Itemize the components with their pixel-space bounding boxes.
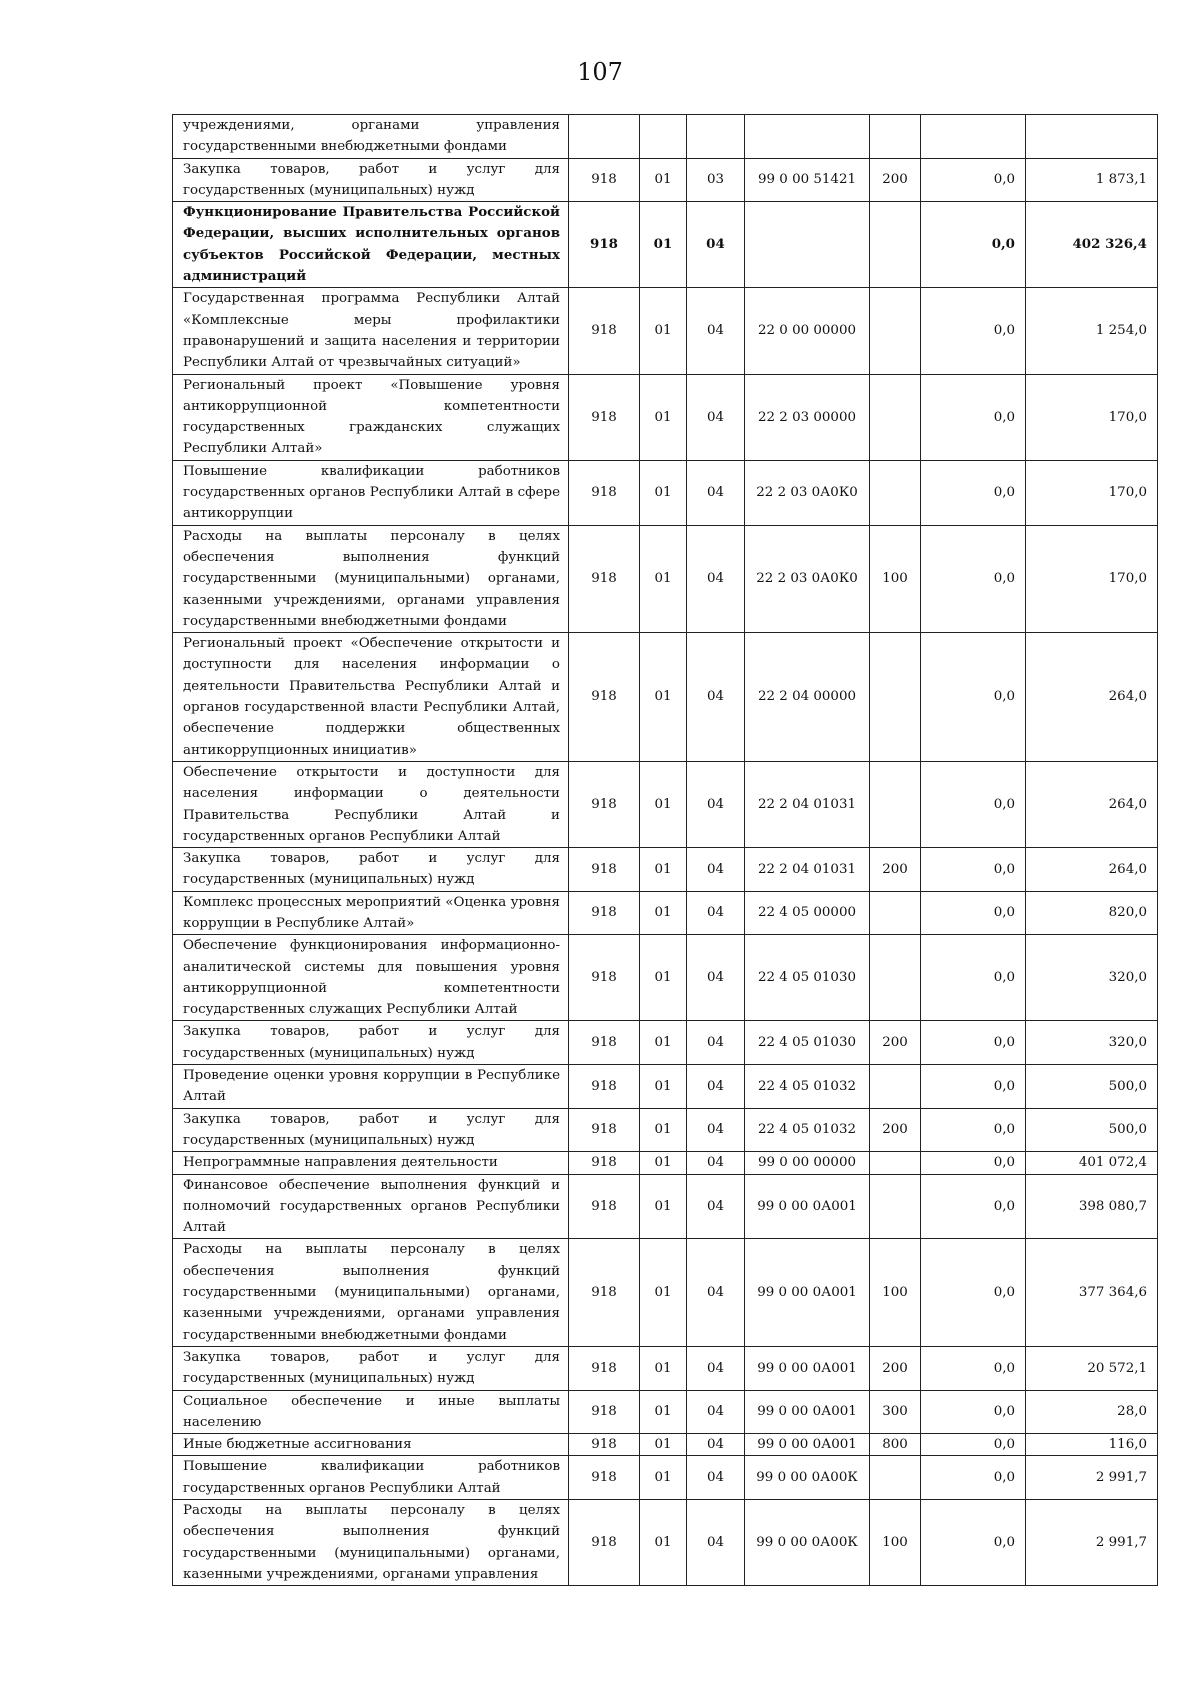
expense-type-cell: 200 <box>870 158 921 202</box>
amount-1-cell: 0,0 <box>921 1346 1026 1390</box>
ministry-code-cell: 918 <box>569 525 640 632</box>
amount-2-cell: 320,0 <box>1026 1021 1158 1065</box>
subsection-code-cell: 04 <box>687 1239 745 1346</box>
table-row <box>173 525 1158 632</box>
section-code-cell: 01 <box>640 1500 687 1586</box>
subsection-code-cell: 04 <box>687 202 745 288</box>
table-row <box>173 1174 1158 1239</box>
section-code-cell: 01 <box>640 1108 687 1152</box>
table-row <box>173 1021 1158 1065</box>
amount-2-cell: 2 991,7 <box>1026 1456 1158 1500</box>
section-code-cell: 01 <box>640 460 687 525</box>
table-row <box>173 935 1158 1021</box>
expense-type-cell: 200 <box>870 1108 921 1152</box>
row-name-cell: Иные бюджетные ассигнования <box>173 1434 569 1456</box>
amount-2-cell: 28,0 <box>1026 1390 1158 1434</box>
amount-2-cell: 1 873,1 <box>1026 158 1158 202</box>
subsection-code-cell: 04 <box>687 761 745 847</box>
target-article-cell: 99 0 00 0А001 <box>745 1390 870 1434</box>
row-name-cell: Финансовое обеспечение выполнения функций и полномочий государственных органов Республики Алтай <box>173 1174 569 1239</box>
amount-2-cell: 264,0 <box>1026 761 1158 847</box>
expense-type-cell <box>870 761 921 847</box>
amount-1-cell: 0,0 <box>921 1390 1026 1434</box>
table-row <box>173 374 1158 460</box>
expense-type-cell <box>870 1065 921 1109</box>
ministry-code-cell <box>569 115 640 159</box>
amount-2-cell: 320,0 <box>1026 935 1158 1021</box>
table-row <box>173 1108 1158 1152</box>
amount-2-cell: 264,0 <box>1026 633 1158 762</box>
target-article-cell: 22 4 05 00000 <box>745 891 870 935</box>
expense-type-cell <box>870 633 921 762</box>
amount-1-cell: 0,0 <box>921 633 1026 762</box>
ministry-code-cell: 918 <box>569 202 640 288</box>
amount-1-cell: 0,0 <box>921 202 1026 288</box>
amount-1-cell: 0,0 <box>921 1152 1026 1174</box>
target-article-cell: 22 2 04 01031 <box>745 848 870 892</box>
subsection-code-cell: 04 <box>687 1456 745 1500</box>
ministry-code-cell: 918 <box>569 1456 640 1500</box>
budget-table <box>172 114 1158 1586</box>
row-name-cell: Расходы на выплаты персоналу в целях обеспечения выполнения функций государственными (муниципальными) органами, казенными учреждениями, органами управления государственными внебюджетными фондами <box>173 1239 569 1346</box>
expense-type-cell: 100 <box>870 1239 921 1346</box>
table-row <box>173 288 1158 374</box>
amount-1-cell: 0,0 <box>921 1021 1026 1065</box>
amount-1-cell: 0,0 <box>921 1239 1026 1346</box>
table-row <box>173 1152 1158 1174</box>
target-article-cell: 99 0 00 0А001 <box>745 1239 870 1346</box>
expense-type-cell: 200 <box>870 1346 921 1390</box>
subsection-code-cell: 04 <box>687 1152 745 1174</box>
amount-1-cell: 0,0 <box>921 374 1026 460</box>
row-name-cell: Комплекс процессных мероприятий «Оценка уровня коррупции в Республике Алтай» <box>173 891 569 935</box>
expense-type-cell: 100 <box>870 525 921 632</box>
target-article-cell: 99 0 00 0А001 <box>745 1346 870 1390</box>
section-code-cell: 01 <box>640 525 687 632</box>
ministry-code-cell: 918 <box>569 1065 640 1109</box>
amount-1-cell: 0,0 <box>921 848 1026 892</box>
subsection-code-cell: 04 <box>687 460 745 525</box>
ministry-code-cell: 918 <box>569 1346 640 1390</box>
target-article-cell: 22 2 03 0А0К0 <box>745 525 870 632</box>
ministry-code-cell: 918 <box>569 935 640 1021</box>
amount-1-cell: 0,0 <box>921 1500 1026 1586</box>
expense-type-cell <box>870 115 921 159</box>
table-row <box>173 1434 1158 1456</box>
section-code-cell: 01 <box>640 891 687 935</box>
subsection-code-cell: 04 <box>687 374 745 460</box>
subsection-code-cell: 04 <box>687 935 745 1021</box>
amount-2-cell: 170,0 <box>1026 374 1158 460</box>
table-row <box>173 115 1158 159</box>
section-code-cell: 01 <box>640 1346 687 1390</box>
expense-type-cell: 200 <box>870 1021 921 1065</box>
amount-1-cell: 0,0 <box>921 288 1026 374</box>
row-name-cell: Проведение оценки уровня коррупции в Республике Алтай <box>173 1065 569 1109</box>
target-article-cell: 22 0 00 00000 <box>745 288 870 374</box>
section-code-cell: 01 <box>640 374 687 460</box>
target-article-cell: 22 2 04 01031 <box>745 761 870 847</box>
expense-type-cell: 200 <box>870 848 921 892</box>
row-name-cell: Закупка товаров, работ и услуг для государственных (муниципальных) нужд <box>173 1021 569 1065</box>
ministry-code-cell: 918 <box>569 1021 640 1065</box>
table-row <box>173 891 1158 935</box>
ministry-code-cell: 918 <box>569 1239 640 1346</box>
row-name-cell: Региональный проект «Обеспечение открытости и доступности для населения информации о деятельности Правительства Республики Алтай и органов государственной власти Республики Алтай, обеспечение поддержки общественных антикоррупционных инициатив» <box>173 633 569 762</box>
ministry-code-cell: 918 <box>569 1500 640 1586</box>
row-name-cell: Закупка товаров, работ и услуг для государственных (муниципальных) нужд <box>173 1108 569 1152</box>
amount-1-cell: 0,0 <box>921 761 1026 847</box>
expense-type-cell: 300 <box>870 1390 921 1434</box>
ministry-code-cell: 918 <box>569 1434 640 1456</box>
table-row <box>173 633 1158 762</box>
table-row <box>173 761 1158 847</box>
table-row <box>173 1065 1158 1109</box>
subsection-code-cell: 04 <box>687 1021 745 1065</box>
subsection-code-cell: 04 <box>687 1174 745 1239</box>
table-row <box>173 202 1158 288</box>
amount-1-cell: 0,0 <box>921 1174 1026 1239</box>
section-code-cell: 01 <box>640 288 687 374</box>
row-name-cell: Непрограммные направления деятельности <box>173 1152 569 1174</box>
expense-type-cell <box>870 288 921 374</box>
section-code-cell: 01 <box>640 1434 687 1456</box>
amount-2-cell: 500,0 <box>1026 1065 1158 1109</box>
table-row <box>173 460 1158 525</box>
section-code-cell: 01 <box>640 1065 687 1109</box>
row-name-cell: Закупка товаров, работ и услуг для государственных (муниципальных) нужд <box>173 158 569 202</box>
subsection-code-cell: 03 <box>687 158 745 202</box>
subsection-code-cell: 04 <box>687 525 745 632</box>
amount-2-cell: 500,0 <box>1026 1108 1158 1152</box>
target-article-cell: 99 0 00 00000 <box>745 1152 870 1174</box>
expense-type-cell <box>870 1152 921 1174</box>
section-code-cell: 01 <box>640 158 687 202</box>
ministry-code-cell: 918 <box>569 848 640 892</box>
amount-2-cell <box>1026 115 1158 159</box>
target-article-cell: 99 0 00 0А00К <box>745 1456 870 1500</box>
amount-1-cell: 0,0 <box>921 891 1026 935</box>
target-article-cell: 99 0 00 0А001 <box>745 1174 870 1239</box>
amount-2-cell: 402 326,4 <box>1026 202 1158 288</box>
expense-type-cell <box>870 935 921 1021</box>
amount-1-cell: 0,0 <box>921 158 1026 202</box>
table-row <box>173 1500 1158 1586</box>
amount-2-cell: 820,0 <box>1026 891 1158 935</box>
table-row <box>173 1390 1158 1434</box>
row-name-cell: Повышение квалификации работников государственных органов Республики Алтай в сфере антикоррупции <box>173 460 569 525</box>
table-row <box>173 1456 1158 1500</box>
subsection-code-cell: 04 <box>687 1108 745 1152</box>
expense-type-cell: 800 <box>870 1434 921 1456</box>
subsection-code-cell: 04 <box>687 1390 745 1434</box>
target-article-cell: 99 0 00 0А00К <box>745 1500 870 1586</box>
ministry-code-cell: 918 <box>569 1108 640 1152</box>
ministry-code-cell: 918 <box>569 891 640 935</box>
row-name-cell: Региональный проект «Повышение уровня антикоррупционной компетентности государственных гражданских служащих Республики Алтай» <box>173 374 569 460</box>
subsection-code-cell: 04 <box>687 633 745 762</box>
row-name-cell: Обеспечение открытости и доступности для населения информации о деятельности Правительства Республики Алтай и государственных органов Республики Алтай <box>173 761 569 847</box>
row-name-cell: Функционирование Правительства Российской Федерации, высших исполнительных органов субъектов Российской Федерации, местных администраций <box>173 202 569 288</box>
budget-table-body <box>173 115 1158 1586</box>
amount-2-cell: 116,0 <box>1026 1434 1158 1456</box>
ministry-code-cell: 918 <box>569 1390 640 1434</box>
target-article-cell <box>745 202 870 288</box>
amount-1-cell: 0,0 <box>921 460 1026 525</box>
amount-2-cell: 2 991,7 <box>1026 1500 1158 1586</box>
ministry-code-cell: 918 <box>569 374 640 460</box>
section-code-cell: 01 <box>640 1239 687 1346</box>
target-article-cell: 22 2 03 00000 <box>745 374 870 460</box>
page-number: 107 <box>577 58 623 86</box>
ministry-code-cell: 918 <box>569 288 640 374</box>
subsection-code-cell: 04 <box>687 848 745 892</box>
row-name-cell: Закупка товаров, работ и услуг для государственных (муниципальных) нужд <box>173 1346 569 1390</box>
amount-1-cell <box>921 115 1026 159</box>
section-code-cell: 01 <box>640 935 687 1021</box>
ministry-code-cell: 918 <box>569 633 640 762</box>
amount-1-cell: 0,0 <box>921 935 1026 1021</box>
expense-type-cell: 100 <box>870 1500 921 1586</box>
amount-2-cell: 401 072,4 <box>1026 1152 1158 1174</box>
target-article-cell: 22 4 05 01030 <box>745 1021 870 1065</box>
subsection-code-cell: 04 <box>687 891 745 935</box>
row-name-cell: Расходы на выплаты персоналу в целях обеспечения выполнения функций государственными (муниципальными) органами, казенными учреждениями, органами управления <box>173 1500 569 1586</box>
section-code-cell: 01 <box>640 761 687 847</box>
expense-type-cell <box>870 374 921 460</box>
ministry-code-cell: 918 <box>569 761 640 847</box>
section-code-cell: 01 <box>640 1456 687 1500</box>
ministry-code-cell: 918 <box>569 1152 640 1174</box>
expense-type-cell <box>870 1174 921 1239</box>
ministry-code-cell: 918 <box>569 460 640 525</box>
expense-type-cell <box>870 1456 921 1500</box>
target-article-cell: 22 4 05 01032 <box>745 1065 870 1109</box>
section-code-cell: 01 <box>640 1021 687 1065</box>
subsection-code-cell: 04 <box>687 1346 745 1390</box>
row-name-cell: Обеспечение функционирования информационно-аналитической системы для повышения уровня антикоррупционной компетентности государственных служащих Республики Алтай <box>173 935 569 1021</box>
section-code-cell: 01 <box>640 633 687 762</box>
expense-type-cell <box>870 202 921 288</box>
table-row <box>173 1239 1158 1346</box>
target-article-cell: 22 2 03 0А0К0 <box>745 460 870 525</box>
amount-2-cell: 170,0 <box>1026 460 1158 525</box>
section-code-cell: 01 <box>640 1174 687 1239</box>
row-name-cell: Закупка товаров, работ и услуг для государственных (муниципальных) нужд <box>173 848 569 892</box>
row-name-cell: Государственная программа Республики Алтай «Комплексные меры профилактики правонарушений и защита населения и территории Республики Алтай от чрезвычайных ситуаций» <box>173 288 569 374</box>
amount-2-cell: 170,0 <box>1026 525 1158 632</box>
target-article-cell: 99 0 00 51421 <box>745 158 870 202</box>
amount-2-cell: 398 080,7 <box>1026 1174 1158 1239</box>
row-name-cell: учреждениями, органами управления государственными внебюджетными фондами <box>173 115 569 159</box>
amount-2-cell: 264,0 <box>1026 848 1158 892</box>
amount-1-cell: 0,0 <box>921 1434 1026 1456</box>
section-code-cell: 01 <box>640 848 687 892</box>
amount-2-cell: 377 364,6 <box>1026 1239 1158 1346</box>
table-row <box>173 158 1158 202</box>
target-article-cell: 22 4 05 01030 <box>745 935 870 1021</box>
row-name-cell: Расходы на выплаты персоналу в целях обеспечения выполнения функций государственными (муниципальными) органами, казенными учреждениями, органами управления государственными внебюджетными фондами <box>173 525 569 632</box>
amount-1-cell: 0,0 <box>921 525 1026 632</box>
target-article-cell: 99 0 00 0А001 <box>745 1434 870 1456</box>
table-row <box>173 848 1158 892</box>
expense-type-cell <box>870 891 921 935</box>
amount-2-cell: 1 254,0 <box>1026 288 1158 374</box>
ministry-code-cell: 918 <box>569 1174 640 1239</box>
row-name-cell: Социальное обеспечение и иные выплаты населению <box>173 1390 569 1434</box>
table-row <box>173 1346 1158 1390</box>
target-article-cell: 22 2 04 00000 <box>745 633 870 762</box>
amount-2-cell: 20 572,1 <box>1026 1346 1158 1390</box>
section-code-cell <box>640 115 687 159</box>
section-code-cell: 01 <box>640 202 687 288</box>
subsection-code-cell: 04 <box>687 1434 745 1456</box>
subsection-code-cell <box>687 115 745 159</box>
amount-1-cell: 0,0 <box>921 1108 1026 1152</box>
section-code-cell: 01 <box>640 1390 687 1434</box>
subsection-code-cell: 04 <box>687 1065 745 1109</box>
amount-1-cell: 0,0 <box>921 1065 1026 1109</box>
row-name-cell: Повышение квалификации работников государственных органов Республики Алтай <box>173 1456 569 1500</box>
target-article-cell <box>745 115 870 159</box>
target-article-cell: 22 4 05 01032 <box>745 1108 870 1152</box>
subsection-code-cell: 04 <box>687 1500 745 1586</box>
subsection-code-cell: 04 <box>687 288 745 374</box>
section-code-cell: 01 <box>640 1152 687 1174</box>
amount-1-cell: 0,0 <box>921 1456 1026 1500</box>
expense-type-cell <box>870 460 921 525</box>
ministry-code-cell: 918 <box>569 158 640 202</box>
